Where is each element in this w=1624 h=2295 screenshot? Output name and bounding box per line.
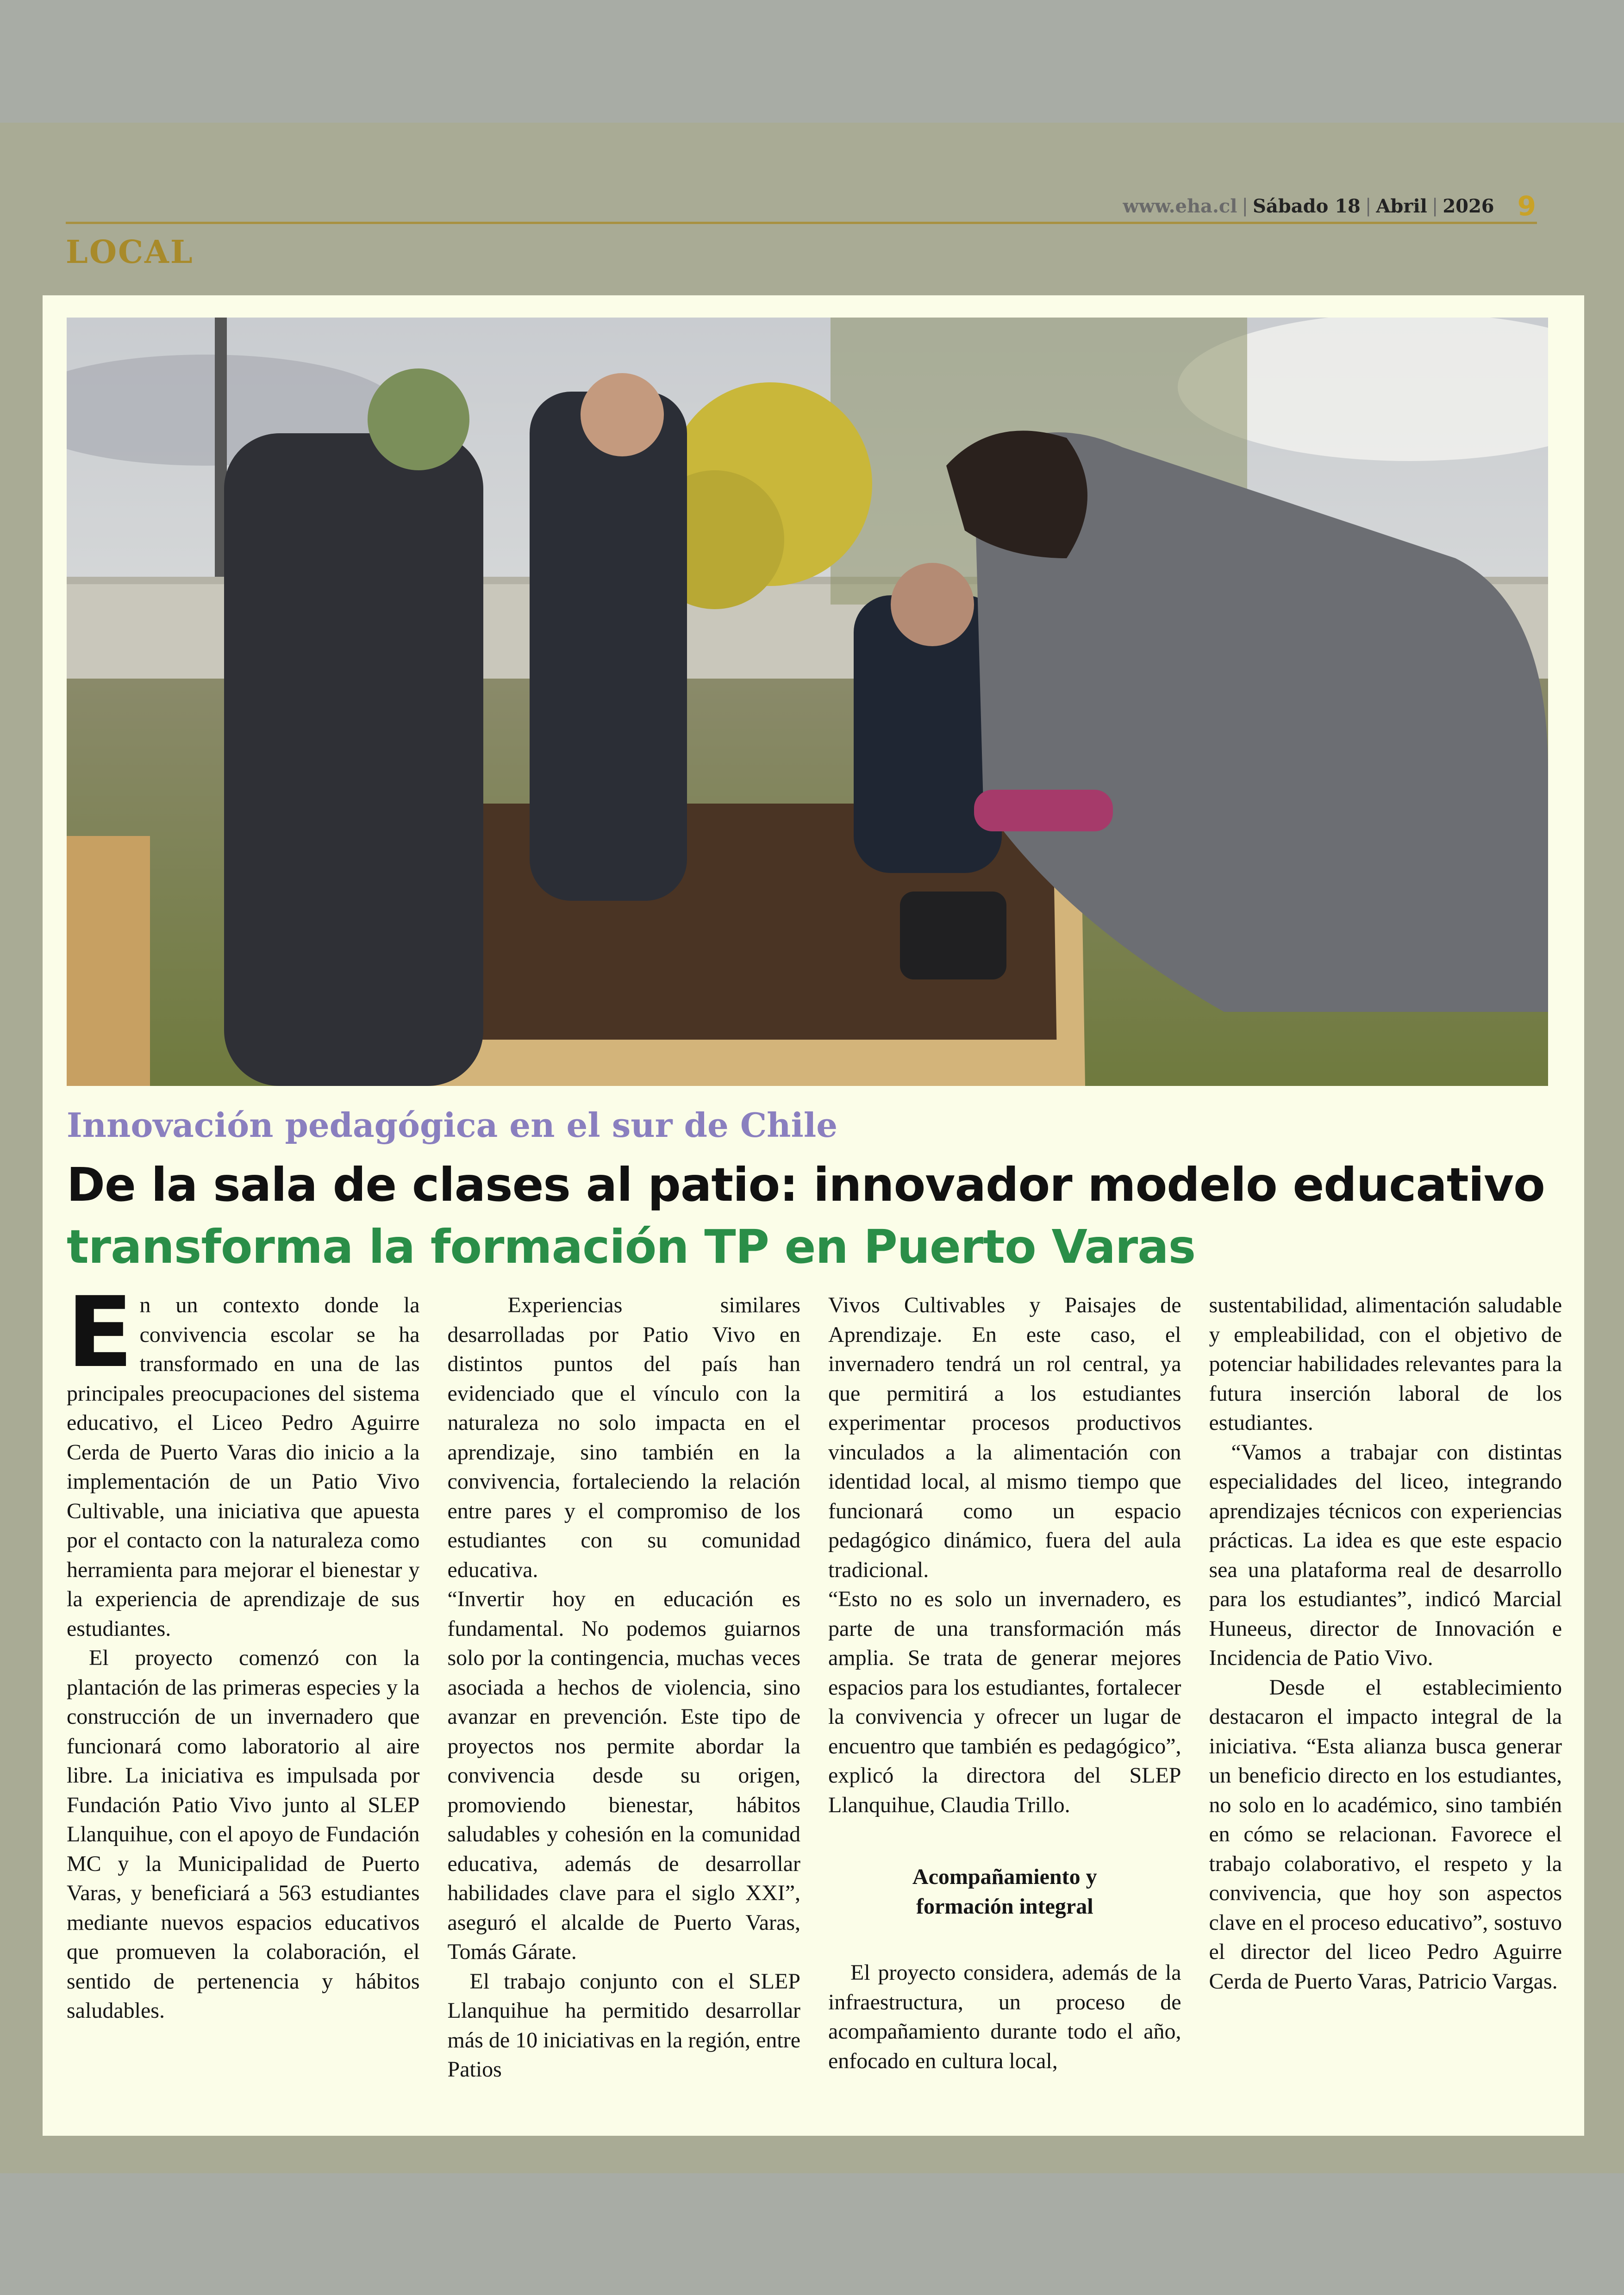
- column-3: [828, 1291, 1181, 2124]
- paragraph: sustentabilidad, alimentación saludable y empleabilidad, con el objetivo de potenciar habilidades relevantes para la futura inserción laboral de los estudiantes.: [1209, 1293, 1562, 1435]
- date-day: Sábado 18: [1252, 195, 1361, 217]
- subheading-line-2: formación integral: [916, 1894, 1093, 1919]
- article-headline: [67, 1154, 1557, 1278]
- paragraph: [67, 1276, 420, 1643]
- paragraph: El proyecto considera, además de la infraestructura, un proceso de acompañamiento durante todo el año, enfocado en cultura local,: [828, 1960, 1181, 2073]
- separator: |: [1365, 195, 1372, 217]
- article-body: [67, 1276, 1562, 2124]
- page-number: 9: [1517, 190, 1536, 222]
- article-kicker: Innovación pedagógica en el sur de Chile: [67, 1105, 837, 1145]
- column-4: [1209, 1291, 1562, 2124]
- paragraph: El proyecto comenzó con la plantación de las primeras especies y la construcción de un invernadero que funcionará como laboratorio al aire libre. La iniciativa es impulsada por Fundación Patio Vivo junto al SLEP Llanquihue, con el apoyo de Fundación MC y la Municipalidad de Puerto Varas, y beneficiará a 563 estudiantes mediante nuevos espacios educativos que promueven la colaboración, el sentido de pertenencia y hábitos saludables.: [67, 1646, 420, 2023]
- headline-part-black: De la sala de clases al patio: innovador modelo educativo: [67, 1158, 1545, 1212]
- separator: |: [1431, 195, 1438, 217]
- column-2: [448, 1291, 801, 2124]
- subheading: [828, 1862, 1181, 1921]
- drop-cap: E: [67, 1276, 133, 1389]
- paragraph-text: n un contexto donde la convivencia escolar se ha transformado en una de las principales preocupaciones del sistema educativo, el Liceo Pedro Aguirre Cerda de Puerto Varas dio inicio a la implementación de un Patio Vivo Cultivable, una iniciativa que apuesta por el contacto con la naturaleza como herramienta para mejorar el bienestar y la experiencia de aprendizaje de sus estudiantes.: [67, 1293, 420, 1641]
- paragraph: Vivos Cultivables y Paisajes de Aprendizaje. En este caso, el invernadero tendrá un rol central, ya que permitirá a los estudiantes experimentar procesos productivos vinculados a la alimentación con identidad local, al mismo tiempo que funcionará como un espacio pedagógico dinámico, fuera del aula tradicional.: [828, 1293, 1181, 1582]
- paragraph: “Esto no es solo un invernadero, es parte de una transformación más amplia. Se trata de generar mejores espacios para los estudiantes, fortalecer la convivencia y ofrecer un lugar de encuentro que también es pedagógico”, explicó la directora del SLEP Llanquihue, Claudia Trillo.: [828, 1587, 1181, 1817]
- paragraph: Experiencias similares desarrolladas por Patio Vivo en distintos puntos del país han evidenciado que el vínculo con la naturaleza no solo impacta en el aprendizaje, sino también en la convivencia, fortaleciendo la relación entre pares y el compromiso de los estudiantes con su comunidad educativa.: [447, 1293, 800, 1582]
- paragraph: “Invertir hoy en educación es fundamental. No podemos guiarnos solo por la contingencia, muchas veces asociada a hechos de violencia, sino avanzar en prevención. Este tipo de proyectos nos permite abordar la convivencia desde su origen, promoviendo bienestar, hábitos saludables y cohesión en la comunidad educativa, además de desarrollar habilidades clave para el siglo XXI”, aseguró el alcalde de Puerto Varas, Tomás Gárate.: [447, 1587, 800, 1964]
- section-label: LOCAL: [66, 234, 194, 271]
- header-rule: [66, 222, 1537, 224]
- date-month: Abril: [1376, 195, 1427, 217]
- date-year: 2026: [1443, 195, 1494, 217]
- newspaper-page: [0, 123, 1624, 2173]
- column-1: [67, 1276, 420, 2124]
- article-photo: [67, 318, 1548, 1086]
- paragraph: El trabajo conjunto con el SLEP Llanquihue ha permitido desarrollar más de 10 iniciativas en la región, entre Patios: [447, 1969, 800, 2082]
- separator: |: [1242, 195, 1248, 217]
- paragraph: “Vamos a trabajar con distintas especialidades del liceo, integrando aprendizajes técnicos con experiencias prácticas. La idea es que este espacio sea una plataforma real de desarrollo para los estudiantes”, indicó Marcial Huneeus, director de Innovación e Incidencia de Patio Vivo.: [1209, 1440, 1562, 1670]
- site-url[interactable]: www.eha.cl: [1123, 195, 1237, 217]
- subheading-line-1: Acompañamiento y: [912, 1865, 1097, 1889]
- headline-part-green: transforma la formación TP en Puerto Varas: [67, 1220, 1196, 1274]
- photo-illustration: [67, 318, 1548, 1086]
- paragraph: Desde el establecimiento destacaron el impacto integral de la iniciativa. “Esta alianza busca generar un beneficio directo en los estudiantes, no solo en lo académico, sino también en cómo se relacionan. Favorece el trabajo colaborativo, el respeto y la convivencia, que hoy son aspectos clave en el proceso educativo”, sostuvo el director del liceo Pedro Aguirre Cerda de Puerto Varas, Patricio Vargas.: [1209, 1675, 1562, 1994]
- article-panel: [43, 295, 1584, 2136]
- dateline: [1123, 192, 1536, 220]
